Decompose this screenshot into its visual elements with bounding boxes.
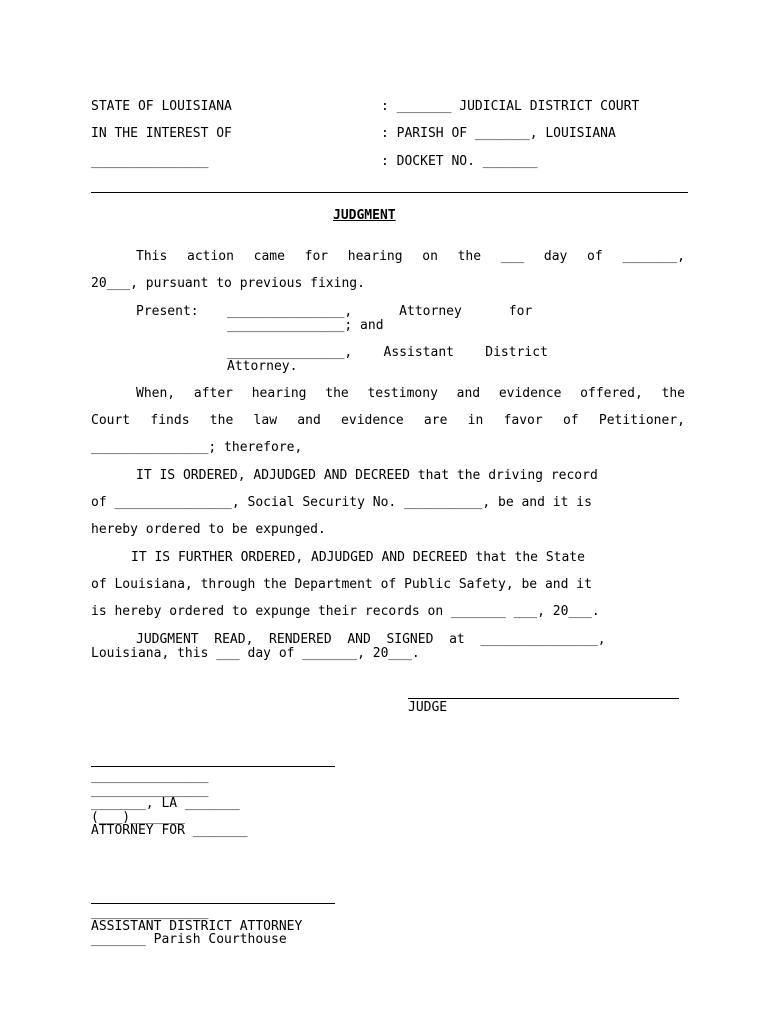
da-name-blank: _______________	[91, 905, 209, 920]
caption-name-blank: _______________	[91, 154, 209, 169]
p5-line1: JUDGMENT READ, RENDERED AND SIGNED at _______________,	[136, 632, 606, 647]
document-title: JUDGMENT	[333, 208, 396, 223]
p4-line3: is hereby ordered to expunge their records on _______ ___, 20___.	[91, 604, 600, 619]
judge-signature-line	[408, 698, 679, 699]
attorney-address-blank: _______________	[91, 783, 209, 798]
da-signature-line	[91, 903, 335, 904]
p2-line2: Court finds the law and evidence are in favor of Petitioner,	[91, 413, 685, 428]
p1-line2: 20___, pursuant to previous fixing.	[91, 276, 365, 291]
da-title: ASSISTANT DISTRICT ATTORNEY	[91, 919, 303, 934]
p3-line3: hereby ordered to be expunged.	[91, 522, 326, 537]
attorney-city: _______, LA _______	[91, 796, 240, 811]
p2-line1: When, after hearing the testimony and evidence offered, the	[136, 386, 685, 401]
attorney-phone: (___)_______	[91, 810, 185, 825]
caption-parish: : PARISH OF _______, LOUISIANA	[381, 126, 616, 141]
p5-line2: Louisiana, this ___ day of _______, 20___.	[91, 646, 420, 661]
da-courthouse: _______ Parish Courthouse	[91, 932, 287, 947]
p2-line3: _______________; therefore,	[91, 440, 303, 455]
p1-line1: This action came for hearing on the ___ day of _______,	[136, 249, 685, 264]
present-attorney-line2: _______________; and	[227, 318, 384, 333]
caption-interest: IN THE INTEREST OF	[91, 126, 232, 141]
present-attorney-line1: _______________, Attorney for	[227, 304, 533, 319]
attorney-signature-line	[91, 766, 335, 767]
present-label: Present:	[136, 304, 199, 319]
p3-line1: IT IS ORDERED, ADJUDGED AND DECREED that the driving record	[136, 468, 598, 483]
attorney-name-blank: _______________	[91, 769, 209, 784]
caption-docket: : DOCKET NO. _______	[381, 154, 538, 169]
present-da-line1: _______________, Assistant District	[227, 345, 548, 360]
p3-line2: of _______________, Social Security No. __________, be and it is	[91, 495, 592, 510]
judge-label: JUDGE	[408, 700, 448, 715]
caption-state: STATE OF LOUISIANA	[91, 99, 232, 114]
caption-court: : _______ JUDICIAL DISTRICT COURT	[381, 99, 640, 114]
p4-line2: of Louisiana, through the Department of Public Safety, be and it	[91, 577, 592, 592]
attorney-for: ATTORNEY FOR _______	[91, 823, 248, 838]
caption-divider	[91, 192, 688, 193]
p4-line1: IT IS FURTHER ORDERED, ADJUDGED AND DECREED that the State	[131, 550, 585, 565]
present-da-line2: Attorney.	[227, 359, 298, 374]
